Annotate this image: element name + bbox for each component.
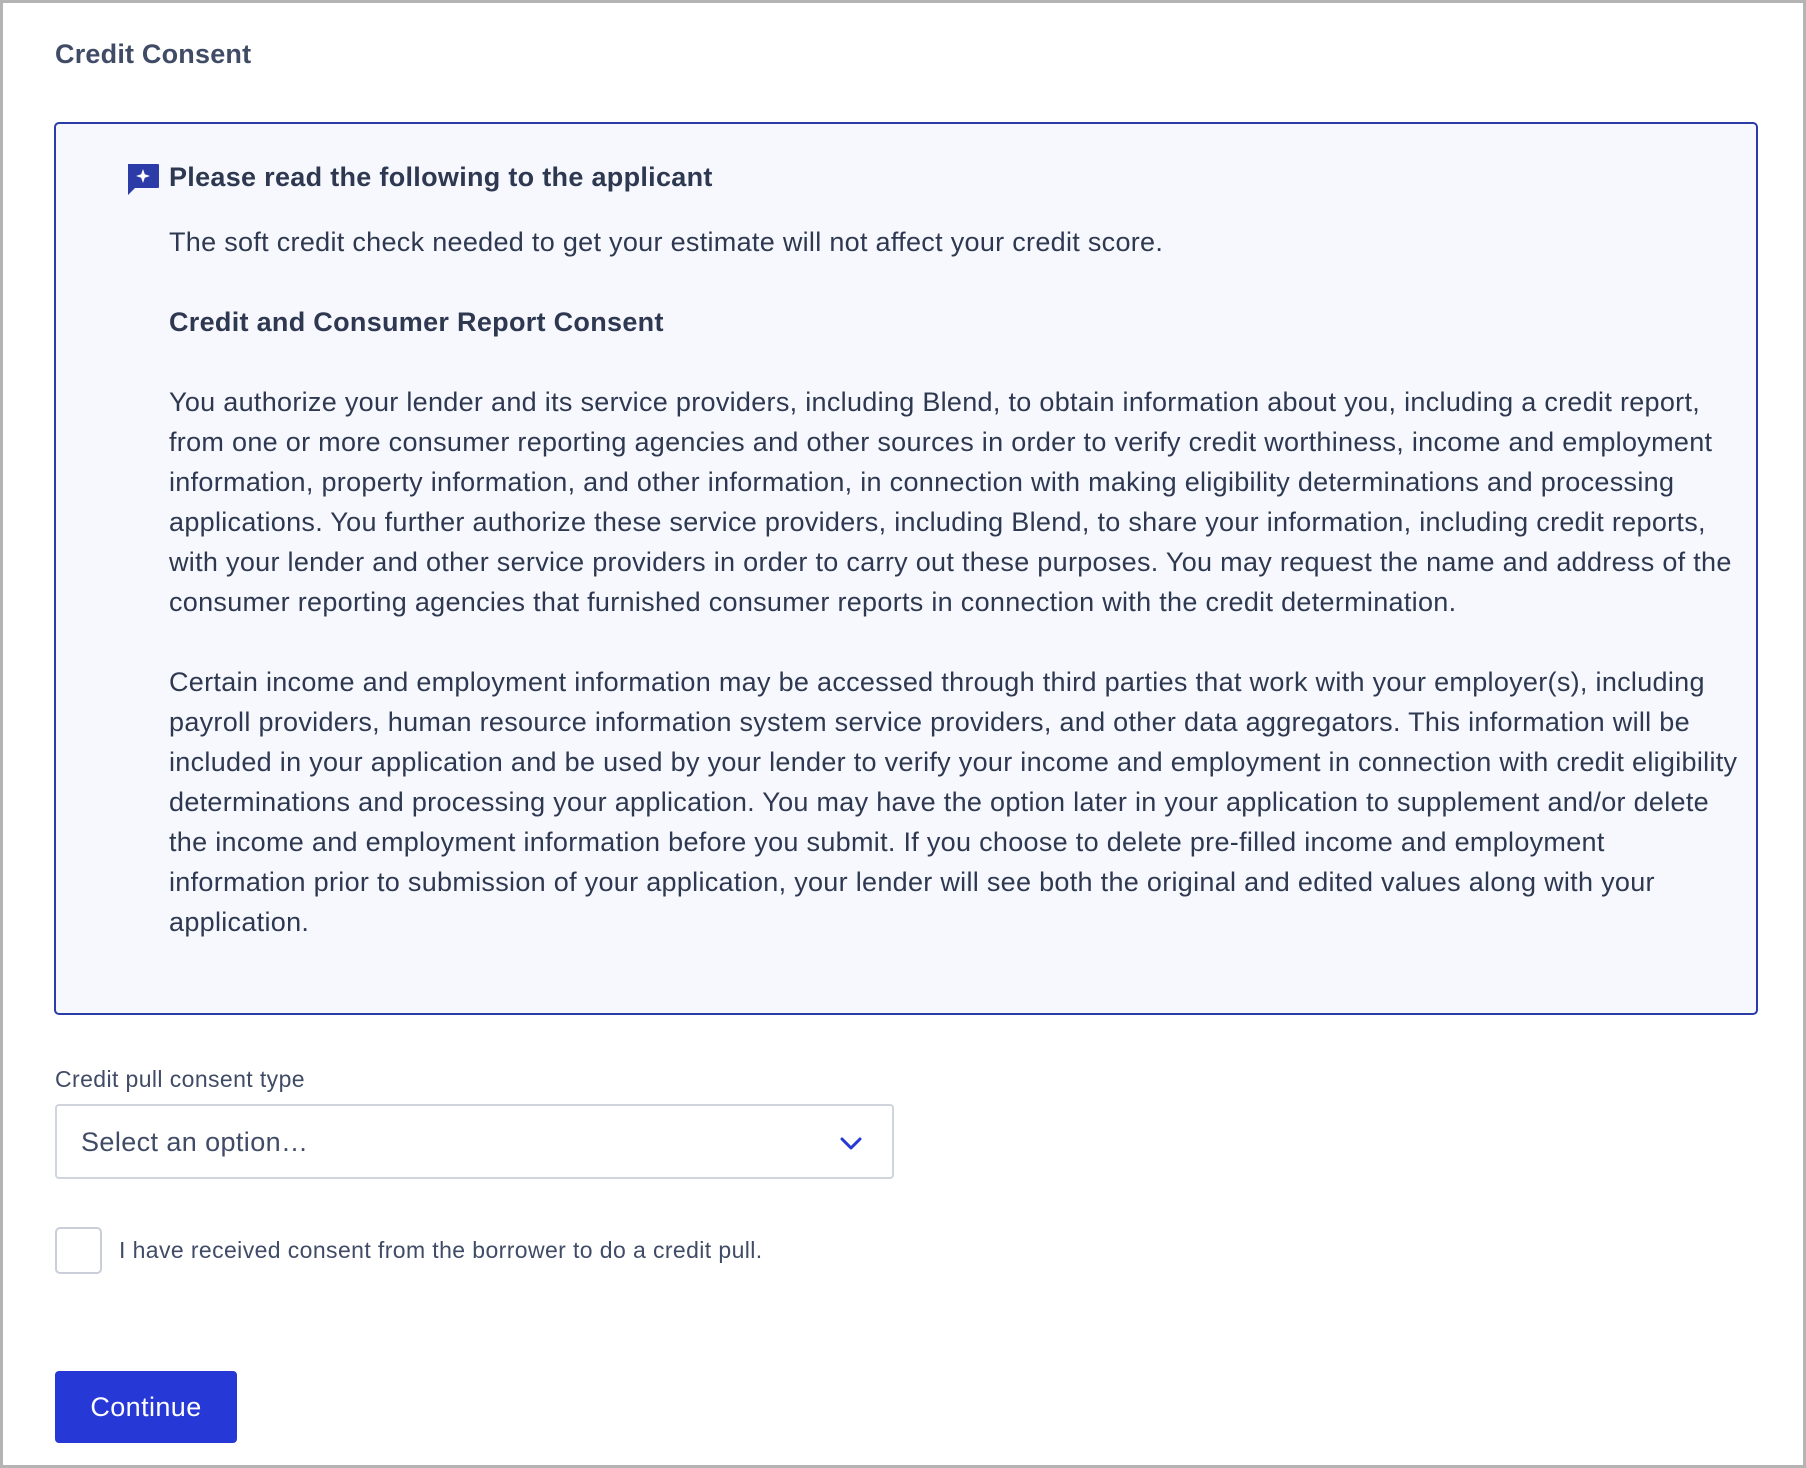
continue-button[interactable]: Continue: [55, 1371, 237, 1443]
consent-type-select[interactable]: [55, 1104, 894, 1179]
consent-paragraph-2: Certain income and employment information may be accessed through third parties that work with your employer(s), including payroll providers, human resource information system service providers, and other data aggregators. This information will be included in your application and be used by your lender to verify your income and employment in connection with credit eligibility determinations and processing your application. You may have the option later in your application to supplement and/or delete the income and employment information before you submit. If you choose to delete pre-filled income and employment information prior to submission of your application, your lender will see both the original and edited values along with your application.: [169, 667, 1738, 937]
read-aloud-notice: [54, 122, 1758, 1015]
consent-checkbox-label[interactable]: I have received consent from the borrower to do a credit pull.: [119, 1237, 763, 1263]
chat-sparkle-icon: [125, 161, 161, 197]
notice-body: [169, 222, 1739, 942]
consent-paragraph-1: You authorize your lender and its service providers, including Blend, to obtain information about you, including a credit report, from one or more consumer reporting agencies and other sources in order to verify credit worthiness, income and employment information, property information, and other information, in connection with making eligibility determinations and processing applications. You further authorize these service providers, including Blend, to share your information, including credit reports, with your lender and other service providers in order to carry out these purposes. You may request the name and address of the consumer reporting agencies that furnished consumer reports in connection with the credit determination.: [169, 387, 1732, 617]
consent-type-label: Credit pull consent type: [55, 1066, 305, 1092]
notice-intro: The soft credit check needed to get your estimate will not affect your credit score.: [169, 227, 1164, 257]
notice-subheading: Credit and Consumer Report Consent: [169, 307, 664, 337]
notice-heading: Please read the following to the applicant: [169, 162, 713, 192]
consent-checkbox[interactable]: [55, 1227, 102, 1274]
consent-type-placeholder: Select an option…: [81, 1127, 309, 1157]
chevron-down-icon: [838, 1130, 864, 1156]
page-title: Credit Consent: [55, 39, 252, 69]
